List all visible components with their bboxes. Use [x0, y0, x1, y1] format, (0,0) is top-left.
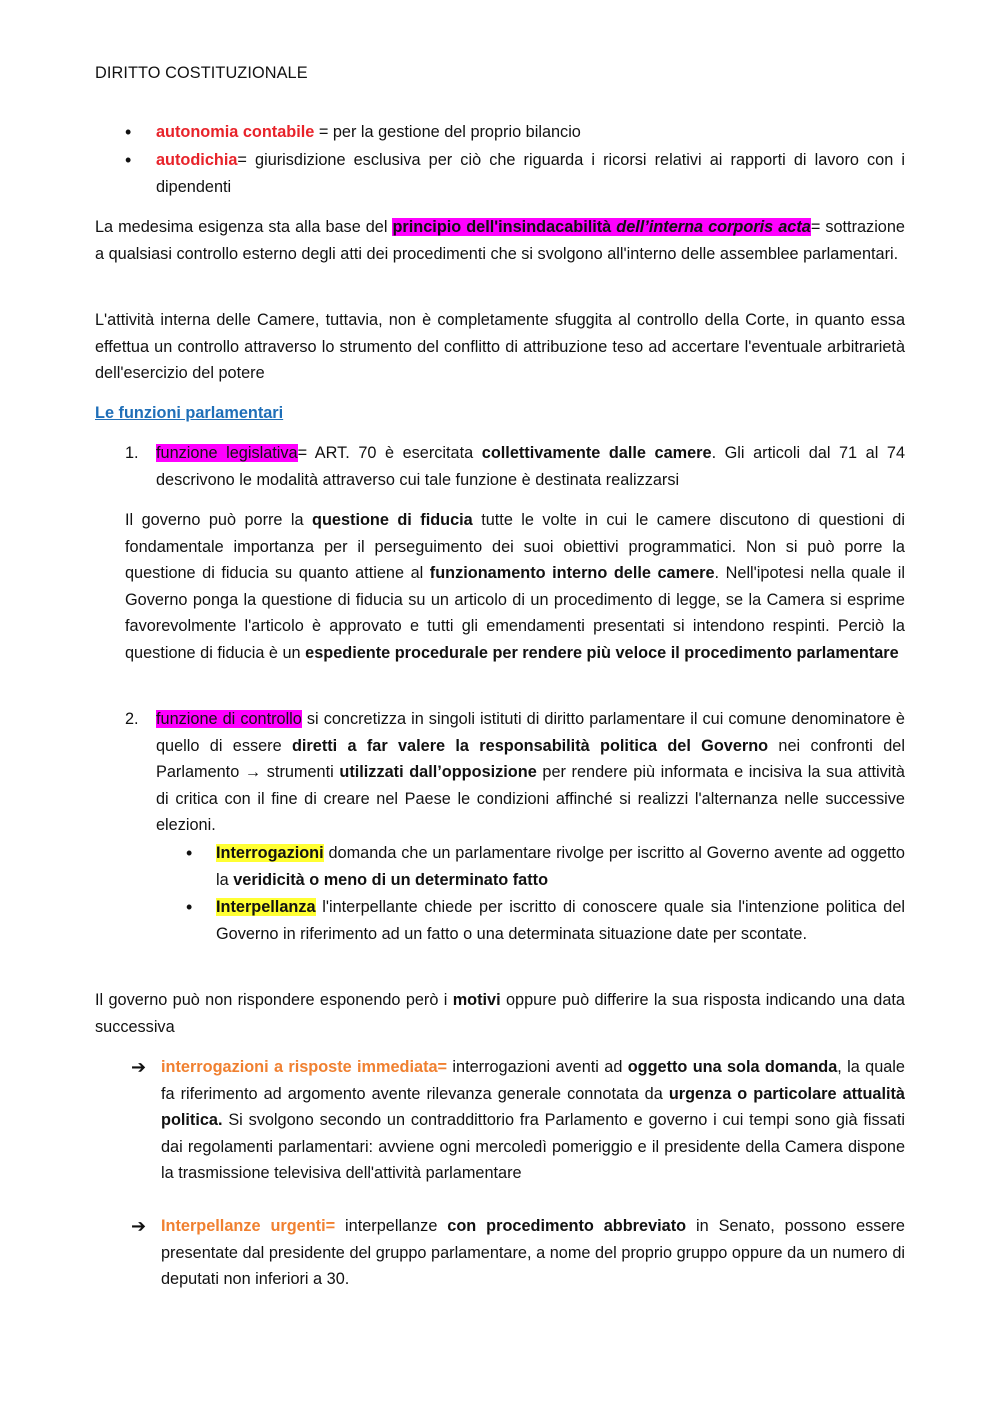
paragraph — [95, 987, 905, 1040]
text: , la quale fa riferimento ad argomento avente rilevanza generale connotata da — [161, 1058, 905, 1103]
text: oggetto una sola domanda — [627, 1058, 838, 1076]
text: strumenti — [261, 763, 340, 781]
text: Il governo può non rispondere esponendo però i — [95, 991, 453, 1009]
highlight: funzione di controllo — [156, 710, 302, 728]
section-title[interactable] — [95, 400, 905, 427]
text: . Nell'ipotesi nella quale il Governo ponga la questione di fiducia su un articolo di un procedimento di legge, se la Camera si esprime favorevolmente l'articolo è approvato e tutti gli emendamenti presentati si intendono respinti. Perciò la questione di fiducia è un — [125, 564, 905, 662]
text: domanda che un parlamentare rivolge per iscritto al Governo avente ad oggetto la — [216, 844, 905, 889]
bullet-icon: • — [125, 122, 132, 142]
text: interpellanze — [335, 1217, 448, 1235]
text: dell’interna corporis acta — [616, 218, 811, 236]
text: Il governo può porre la — [125, 511, 313, 529]
text: = sottrazione a qualsiasi controllo esterno degli atti dei procedimenti che si svolgono all'interno delle assemblee parlamentari. — [95, 218, 905, 263]
term: interrogazioni a risposte immediata= — [161, 1058, 448, 1076]
text: urgenza o particolare attualità politica. — [161, 1084, 905, 1129]
highlight: Interrogazioni — [216, 844, 324, 862]
text: con procedimento abbreviato — [447, 1217, 687, 1235]
text: interrogazioni aventi ad — [447, 1058, 628, 1076]
term: autodichia — [156, 151, 238, 169]
item-number: 1. — [125, 444, 139, 462]
text: questione di fiducia — [312, 511, 473, 529]
term: Interpellanze urgenti= — [161, 1217, 336, 1235]
paragraph — [125, 507, 905, 666]
text: si concretizza in singoli istituti di diritto parlamentare il cui comune denominatore è quello di essere — [156, 710, 905, 755]
arrow-icon: → — [244, 763, 262, 781]
highlight: funzione legislativa — [156, 444, 298, 462]
text: diretti a far valere la responsabilità politica del Governo — [291, 736, 769, 755]
definition: = giurisdizione esclusiva per ciò che riguarda i ricorsi relativi ai rapporti di lavoro con i dipendenti — [156, 151, 905, 196]
text: veridicità o meno di un determinato fatto — [233, 870, 549, 889]
section-link[interactable]: Le funzioni parlamentari — [95, 404, 284, 422]
definition: = per la gestione del proprio bilancio — [314, 123, 581, 141]
arrow-icon: ➔ — [131, 1216, 147, 1236]
text: principio dell'insindacabilità — [392, 218, 617, 236]
paragraph — [95, 214, 905, 267]
text: = ART. 70 è esercitata — [297, 444, 482, 462]
text: La medesima esigenza sta alla base del — [95, 218, 393, 236]
item-number: 2. — [125, 710, 139, 728]
term: autonomia contabile — [156, 123, 315, 141]
text: l'interpellante chiede per iscritto di conoscere quale sia l'intenzione politica del Governo in riferimento ad un fatto o una determinata situazione date per scontate. — [216, 898, 905, 943]
bullet-icon: • — [125, 150, 132, 170]
text: utilizzati dall’opposizione — [339, 763, 537, 781]
highlight: Interpellanza — [216, 898, 316, 916]
paragraph: L'attività interna delle Camere, tuttavia, non è completamente sfuggita al controllo della Corte, in quanto essa effettua un controllo attraverso lo strumento del conflitto di attribuzione teso ad accertare l'eventuale arbitrarietà dell'esercizio del potere — [95, 311, 905, 382]
text: oppure può differire la sua risposta indicando una data successiva — [95, 991, 905, 1036]
arrow-icon: ➔ — [131, 1057, 147, 1077]
text: tutte le volte in cui le camere discutono di questioni di fondamentale importanza per il perseguimento dei suoi obiettivi programmatici. Non si può porre la questione di fiducia su quanto attiene al — [125, 511, 905, 582]
text: motivi — [452, 991, 501, 1009]
text: Si svolgono secondo un contraddittorio fra Parlamento e governo i cui tempi sono già fissati dai regolamenti parlamentari: avviene ogni mercoledì pomeriggio e il presidente della Camera dispone la trasmissione televisiva dell'attività parlamentare — [161, 1111, 905, 1182]
text: . Gli articoli dal 71 al 74 descrivono le modalità attraverso cui tale funzione è destinata realizzarsi — [156, 444, 906, 489]
text: espediente procedurale per rendere più veloce il procedimento parlamentare — [305, 643, 899, 662]
bullet-icon: • — [186, 897, 193, 917]
document-header: DIRITTO COSTITUZIONALE — [95, 64, 308, 82]
text: nei confronti del Parlamento — [156, 736, 905, 781]
text: collettivamente dalle camere — [481, 444, 712, 462]
text: in Senato, possono essere presentate dal presidente del gruppo parlamentare, a nome del proprio gruppo oppure da un numero di deputati non inferiori a 30. — [161, 1217, 905, 1288]
bullet-icon: • — [186, 843, 193, 863]
text: funzionamento interno delle camere — [429, 564, 715, 582]
text: per rendere più informata e incisiva la sua attività di critica con il fine di creare nel Paese le condizioni affinché si realizzi l'alternanza nelle successive elezioni. — [156, 763, 905, 834]
highlight — [392, 218, 810, 236]
